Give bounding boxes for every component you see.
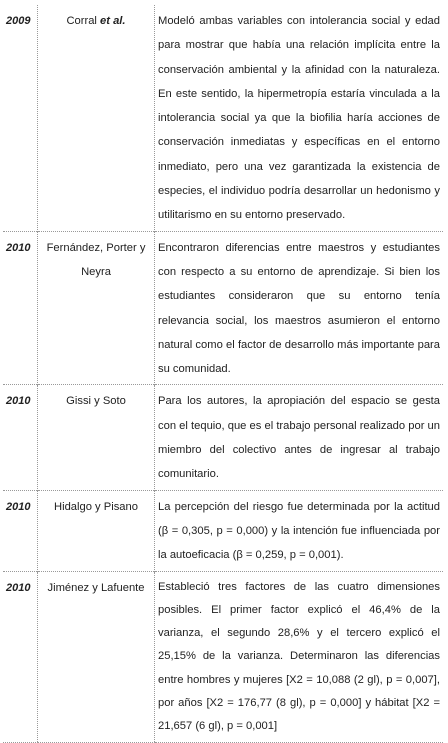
- description-cell: Estableció tres factores de las cuatro dimensiones posibles. El primer factor explicó el 46,4% de la varianza, el segundo 28,6% y el tercero explicó el 25,15% de la varianza. Determinaron las diferencias entre hombres y mujeres [X2 = 10,088 (2 gl), p = 0,007], por años [X2 = 176,77 (8 gl), p = 0,000] y hábitat [X2 = 21,657 (6 gl), p = 0,001]: [155, 571, 444, 742]
- year-cell: 2010: [3, 231, 38, 385]
- description-cell: La percepción del riesgo fue determinada por la actitud (β = 0,305, p = 0,000) y la intención fue influenciada por la autoeficacia (β = 0,259, p = 0,001).: [155, 490, 444, 571]
- author-cell: Fernández, Porter y Neyra: [38, 231, 155, 385]
- author-name: Corral: [66, 15, 97, 27]
- table-row: [3, 490, 443, 571]
- table-row: [3, 231, 443, 385]
- description-cell: Modeló ambas variables con intolerancia social y edad para mostrar que había una relación implícita entre la conservación ambiental y la afinidad con la naturaleza. En este sentido, la hipermetropía estaría vinculada a la intolerancia social ya que la biofilia haría acciones de conservación inmediatas y específicas en el entorno inmediato, pero una vez garantizada la existencia de especies, el individuo podría desarrollar un hedonismo y utilitarismo en su entorno preservado.: [155, 5, 444, 231]
- author-cell: Gissi y Soto: [38, 385, 155, 490]
- year-cell: 2010: [3, 490, 38, 571]
- author-cell: Hidalgo y Pisano: [38, 490, 155, 571]
- description-cell: Encontraron diferencias entre maestros y estudiantes con respecto a su entorno de aprendizaje. Si bien los estudiantes consideraron que su entorno tenía relevancia social, los maestros asumieron el entorno natural como el factor de desarrollo más importante para su comunidad.: [155, 231, 444, 385]
- literature-table: [3, 5, 443, 743]
- literature-table-container: [3, 5, 443, 743]
- author-suffix: et al.: [100, 15, 126, 27]
- year-cell: 2010: [3, 385, 38, 490]
- table-row: [3, 385, 443, 490]
- description-cell: Para los autores, la apropiación del espacio se gesta con el tequio, que es el trabajo personal realizado por un miembro del colectivo antes de ingresar al trabajo comunitario.: [155, 385, 444, 490]
- year-cell: 2009: [6, 15, 31, 27]
- author-cell: Jiménez y Lafuente: [38, 571, 155, 742]
- table-row: [3, 5, 443, 231]
- year-cell: 2010: [3, 571, 38, 742]
- table-row: [3, 571, 443, 742]
- author-cell: [38, 5, 155, 231]
